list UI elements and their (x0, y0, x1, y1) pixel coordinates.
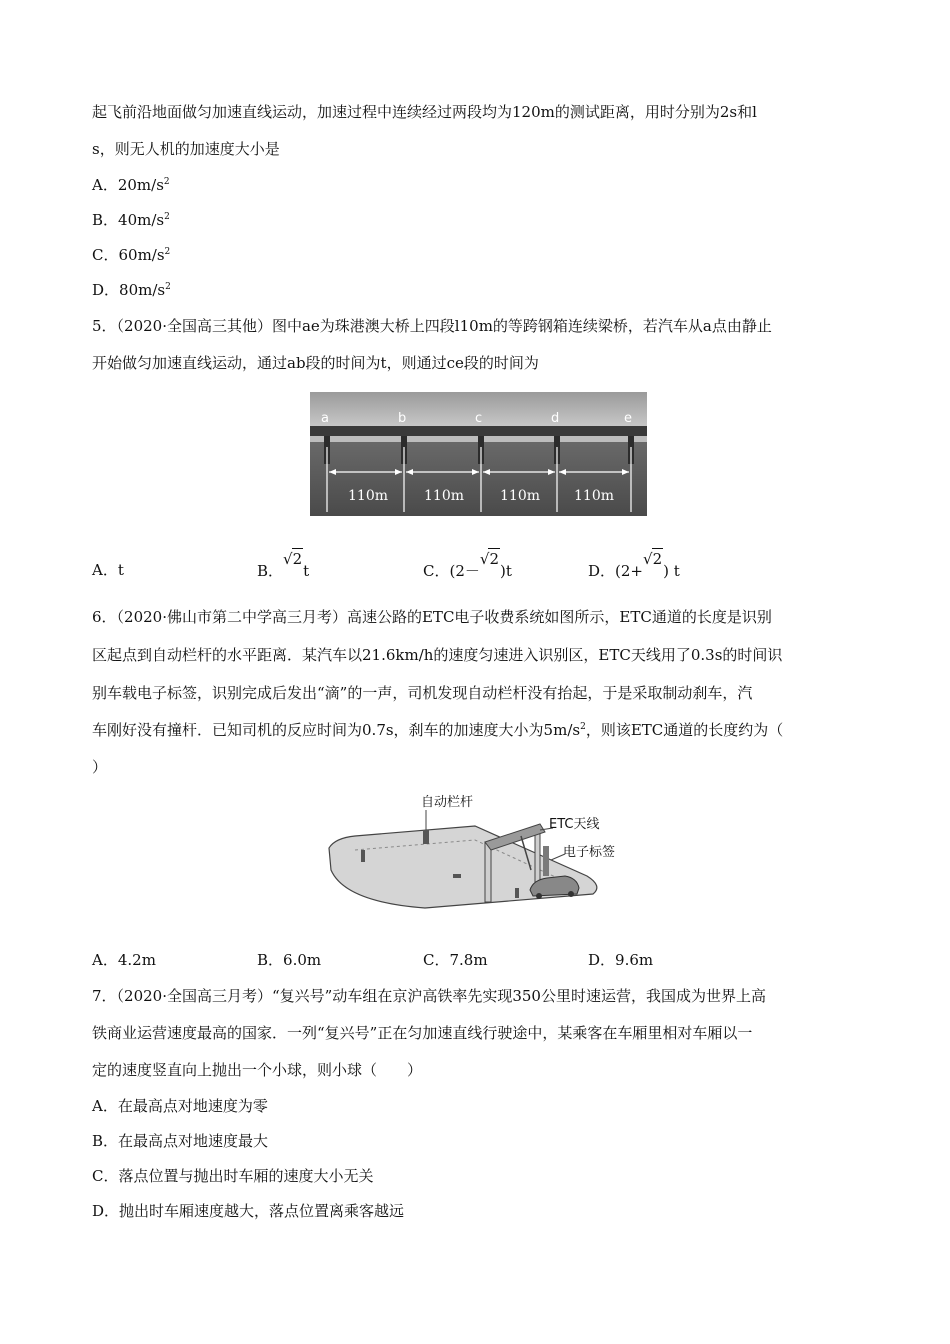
sqrt-symbol: √2 (479, 550, 499, 568)
point-label-a: a (321, 411, 329, 426)
q4-option-a: A．$20m/s^2$ (92, 176, 170, 194)
bridge-figure (310, 392, 647, 516)
q5-option-b: B．√2t (257, 550, 310, 580)
q5-option-c: C．(2－√2)t (423, 550, 512, 580)
q4-option-c: C．$60m/s^2$ (92, 246, 171, 264)
q4-option-d: D．$80m/s^2$ (92, 281, 171, 299)
q7-option-d: D．抛出时车厢速度越大，落点位置离乘客越远 (92, 1202, 405, 1220)
q4-option-b: B．$40m/s^2$ (92, 211, 170, 229)
point-label-e: e (624, 411, 632, 426)
q7-text-line-1: 7．（2020·全国高三月考）“复兴号”动车组在京沪高铁率先实现350公里时速运营，我国成为世界上高 (92, 987, 766, 1005)
q7-option-a: A．在最高点对地速度为零 (92, 1097, 268, 1115)
q6-text-line-5: ） (92, 758, 108, 776)
span-label-cd: 110m (500, 488, 540, 504)
q7-option-b: B．在最高点对地速度最大 (92, 1132, 269, 1150)
label-etc-antenna: ETC天线 (549, 817, 600, 832)
q6-text-line-4: 车刚好没有撞杆．已知司机的反应时间为0.7s，刹车的加速度大小为$5m/s^2$，则该ETC通道的长度约为（ (92, 721, 784, 739)
q6-text-line-3: 别车载电子标签，识别完成后发出“滴”的一声，司机发现自动栏杆没有抬起，于是采取制动刹车，汽 (92, 684, 753, 702)
point-label-d: d (551, 411, 560, 426)
label-auto-gate: 自动栏杆 (421, 795, 474, 810)
etc-figure (325, 790, 625, 912)
span-label-ab: 110m (348, 488, 388, 504)
q6-option-d: D．9.6m (588, 951, 654, 969)
sqrt-symbol: √2 (643, 550, 663, 568)
q6-option-a: A．4.2m (92, 951, 156, 969)
label-electronic-tag: 电子标签 (563, 845, 616, 860)
q7-text-line-3: 定的速度竖直向上抛出一个小球，则小球（ ） (92, 1061, 423, 1079)
span-label-de: 110m (574, 488, 614, 504)
q6-text-line-1: 6．（2020·佛山市第二中学高三月考）高速公路的ETC电子收费系统如图所示，ETC通道的长度是识别 (92, 608, 772, 626)
span-label-bc: 110m (424, 488, 464, 504)
q5-option-a: A．t (92, 561, 124, 579)
q4-text-line-1: 起飞前沿地面做匀加速直线运动，加速过程中连续经过两段均为120m的测试距离，用时分别为2s和l (92, 103, 757, 121)
sqrt-symbol: √2 (283, 550, 303, 568)
q6-option-c: C．7.8m (423, 951, 488, 969)
point-label-b: b (398, 411, 407, 426)
q7-option-c: C．落点位置与抛出时车厢的速度大小无关 (92, 1167, 374, 1185)
q4-text-line-2: s，则无人机的加速度大小是 (92, 140, 280, 158)
q7-text-line-2: 铁商业运营速度最高的国家．一列“复兴号”正在匀加速直线行驶途中，某乘客在车厢里相对车厢以一 (92, 1024, 753, 1042)
q6-option-b: B．6.0m (257, 951, 322, 969)
q6-text-line-2: 区起点到自动栏杆的水平距离．某汽车以21.6km/h的速度匀速进入识别区，ETC天线用了0.3s的时间识 (92, 646, 783, 664)
q5-text-line-1: 5．（2020·全国高三其他）图中ae为珠港澳大桥上四段l10m的等跨钢箱连续梁桥，若汽车从a点由静止 (92, 317, 772, 335)
q5-text-line-2: 开始做匀加速直线运动，通过ab段的时间为t，则通过ce段的时间为 (92, 354, 539, 372)
point-label-c: c (475, 411, 483, 426)
q5-option-d: D．(2+√2) t (588, 550, 680, 580)
